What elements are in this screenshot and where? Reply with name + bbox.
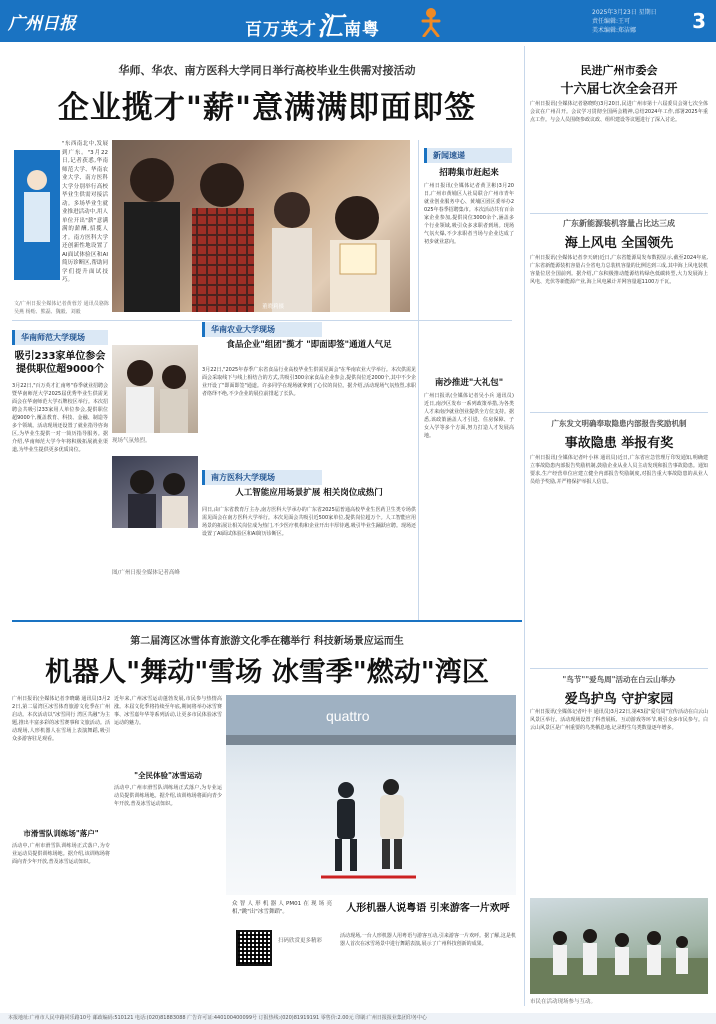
- robot-snow-photo: [226, 695, 516, 895]
- bottom-sub-2: "全民体验"冰雪运动: [134, 771, 202, 780]
- slogan-mid: 汇: [317, 12, 345, 42]
- issue-date: 2025年3月23日 星期日: [592, 9, 657, 16]
- bottom-story-headline: 机器人"舞动"雪场 冰雪季"燃动"湾区: [45, 657, 489, 688]
- job-fair-photo-caption: 董晓莉摄: [262, 304, 285, 310]
- qr-code[interactable]: [236, 930, 272, 966]
- right-body-3: 广州日报讯(全媒体记者叶小林 通讯员)近日,广东省应急管理厅印发通知,明确建立事故隐患内部报告奖励机制,鼓励企业从业人员主动发现和报告事故隐患。通知要求,生产经营单位应建立健全内部报告奖励制度,对报告重大事故隐患的从业人员给予奖励,并严格保护举报人信息。: [530, 455, 708, 485]
- right-column-divider: [524, 46, 525, 1006]
- robot-side-body: 活动现场,一台人形机器人用粤语与游客互动,引来游客一片欢呼。据了解,这是机器人首次在冰雪场景中进行舞蹈表演,展示了广州科技创新的成果。: [340, 933, 516, 947]
- job-fair-photo: [112, 140, 410, 312]
- scau-photo-2: [112, 456, 198, 528]
- right-title-4: 爱鸟护鸟 守护家园: [564, 692, 674, 707]
- top-story-headline: 企业揽才"薪"意满满即面即签: [57, 90, 477, 126]
- slogan-left: 百万英才: [245, 20, 317, 40]
- bird-festival-photo: [530, 898, 708, 994]
- right-kicker-1: 民进广州市委会: [580, 64, 658, 77]
- right-body-4: 广州日报讯(全媒体记者叶丰 通讯员)3月22日,第43届"爱鸟周"宣传活动在白云山风景区举行。活动现场设置了科普展板、互动游戏等环节,吸引众多市民参与。白云山风景区是广州重要的鸟类栖息地,记录野生鸟类数量逐年增多。: [530, 709, 708, 731]
- right-kicker-4: "鸟节""爱鸟周"活动在白云山举办: [562, 675, 676, 684]
- scau-illustration-1: [112, 345, 198, 433]
- section-smu: 南方医科大学现场: [202, 470, 322, 485]
- scnu-body: 3月22日,"百万英才汇南粤"春季就业招聘会暨华南师范大学2025届优秀毕业生供需见面会在华南师范大学石牌校区举行。本次招聘会共吸引233家用人单位参会,提供职位超9000个,覆盖教育、科技、金融、制造等多个领域。活动现场还设置了就业指导咨询区,为毕业生提供一对一简历指导服务。据介绍,华南师范大学今年将积极拓展就业渠道,为毕业生提供更多优质岗位。: [12, 383, 108, 453]
- section-scau: 华南农业大学现场: [202, 322, 322, 337]
- news-brief-body-1: 广州日报讯(全媒体记者黄卫彬)3月20日,广州市黄埔区人社局联合广州市青年就业创业服务中心、黄埔区团区委举办2025年春季招聘集市。本次活动共有百余家企业参加,提供岗位3000余个,涵盖多个行业领域,吸引众多求职者到场。现场气氛火爆,不少求职者当场与企业达成了初步就业意向。: [424, 183, 514, 245]
- slogan: [245, 6, 380, 43]
- bottom-body-3a: 近年来,广州冰雪运动蓬勃发展,市民参与热情高涨。本届文化季将持续至年底,期间将举办冰雪赛事、冰雪嘉年华等系列活动,让更多市民体验冰雪运动的魅力。: [114, 696, 222, 726]
- right-body-1: 广州日报讯(全媒体记者骆晓昀)3月20日,民进广州市第十六届委员会第七次全体会议在广州召开。会议学习贯彻全国两会精神,总结2024年工作,部署2025年重点工作。与会人员围绕参政议政、组织建设等议题进行了深入讨论。: [530, 101, 708, 123]
- right-body-2: 广州日报讯(全媒体记者李天研)近日,广东省能源局发布数据显示,截至2024年底,广东省新能源装机容量占全省电力总装机容量的比例达到三成,其中海上风电装机容量位居全国前列。据介绍,广东积极推动能源结构绿色低碳转型,大力发展海上风电、光伏等新能源产业,海上风电累计并网容量超1100万千瓦。: [530, 255, 708, 285]
- qr-caption: 扫码欣赏更多精彩: [278, 938, 323, 944]
- top-story-kicker: 华师、华农、南方医科大学同日举行高校毕业生供需对接活动: [118, 64, 416, 77]
- bird-photo-caption: 市民在活动现场参与互动。: [530, 999, 597, 1005]
- scau-body: 3月22日,"2025年春季广东省食品行业高校毕业生供需见面会"在华南农业大学举行。本次供需见面会采取线下与线上相结合的方式,共吸引300余家食品企业参会,提供岗位近2000个,其中不少企业开设了"即面即签"通道。许多同学在现场就拿到了心仪的岗位。据介绍,活动现场气氛热烈,求职者络绎不绝,不少企业的展位前排起了长队。: [202, 367, 416, 397]
- mascot-icon: [418, 7, 444, 37]
- editor: 责任编辑:王可: [592, 18, 631, 25]
- bird-festival-illustration: [530, 898, 708, 994]
- newspaper-logo: 广州日报: [8, 13, 76, 34]
- left-photo-credit: 图/广州日报全媒体记者高峰: [112, 570, 180, 576]
- issue-meta: [592, 8, 692, 35]
- news-brief-title-2: 南沙推进"大礼包": [434, 378, 504, 388]
- smu-title: 人工智能应用场景扩展 相关岗位成热门: [235, 488, 383, 498]
- right-title-3: 事故隐患 举报有奖: [564, 436, 674, 451]
- right-kicker-3: 广东发文明确奉取隐患内部报告奖励机制: [551, 419, 687, 428]
- right-title-2: 海上风电 全国领先: [564, 236, 674, 251]
- divider: [530, 668, 708, 669]
- graduates-photo: [14, 150, 60, 280]
- robot-snow-illustration: [226, 695, 516, 895]
- robot-photo-caption: 众智人形机器人PM01在现场亮相,"跳"出"冰雪舞蹈"。: [232, 901, 332, 915]
- right-title-1: 十六届七次全会召开: [560, 82, 678, 97]
- section-scnu: 华南师范大学现场: [12, 330, 108, 345]
- divider: [530, 412, 708, 413]
- top-story-lead: "东西南北中,发展到广东。"3月22日,记者获悉,华南师范大学、华南农业大学、南方医科大学分别举行高校毕业生供需对接活动。多场毕业生就业推进活动中,用人单位开出"薪"意满满的薪酬,招揽人才。南方医科大学还创新性地设置了AI面试体验区和AI简历诊断区,帮助同学们提升面试技巧。: [62, 141, 108, 283]
- scau-illustration-2: [112, 456, 198, 528]
- scau-title: 食品企业"组团"揽才 "即面即签"通道人气足: [226, 340, 392, 350]
- masthead: [0, 0, 716, 42]
- scau-photo-caption: 现场气氛热烈。: [112, 438, 151, 444]
- robot-side-title: 人形机器人说粤语 引来游客一片欢呼: [346, 903, 510, 914]
- banner-text: quattro: [326, 708, 370, 724]
- page-number: 3: [692, 9, 706, 33]
- section-news-brief: 新闻速递: [424, 148, 512, 163]
- section-divider: [12, 620, 522, 622]
- right-kicker-2: 广东新能源装机容量占比达三成: [563, 219, 675, 228]
- news-brief-title-1: 招聘集市赶起来: [439, 168, 499, 178]
- bottom-sub-1: 市滑雪队训练场"落户": [23, 829, 99, 838]
- divider: [530, 213, 708, 214]
- scnu-title: 吸引233家单位参会提供职位超9000个: [14, 351, 106, 375]
- graduates-illustration: [14, 150, 60, 280]
- job-fair-illustration: [112, 140, 410, 312]
- column-divider: [418, 140, 419, 620]
- news-brief-body-2: 广州日报讯(全媒体记者吴小兵 通讯员)近日,南沙区发布一系列政策举措,为各类人才来南沙就业创业提供全方位支持。据悉,该政策涵盖人才引进、住房保障、子女入学等多个方面,努力打造人才发展高地。: [424, 393, 514, 439]
- scau-photo-1: [112, 345, 198, 433]
- footer: 本报地址:广州市人民中路同乐路10号 邮政编码:510121 电话:(020)81883088 广告许可证:440100400099号 订报热线:(020)81919191 零售价:2.00元 印刷:广州日报报业集团印务中心: [0, 1013, 716, 1024]
- bottom-body-3: 活动中,广州市滑雪队训练场正式落户,为专业运动员提供训练场地。据介绍,该训练场将面向青少年开放,普及冰雪运动知识。: [114, 785, 222, 807]
- art-editor: 美术编辑:郑洁娜: [592, 27, 637, 34]
- top-story-byline: 文/广州日报全媒体记者黄蓉芳 通讯员骆陈 吴燕 杨贻、熊磊、魏毅、刘毅: [14, 301, 109, 315]
- smu-body: 同日,由广东省教育厅主办,南方医科大学承办的广东省2025届普通高校毕业生医药卫生类专场供需见面会在南方医科大学举行。本次见面会共吸引近500家单位,提供岗位超万个。人工智能应用场景的拓展让相关岗位成为热门,不少医疗机构和企业开出丰厚待遇,吸引毕业生踊跃应聘。现场还设置了AI面试体验区和AI简历诊断区。: [202, 507, 416, 537]
- bottom-body-2: 活动中,广州市滑雪队训练场正式落户,为专业运动员提供训练场地。据介绍,该训练场将面向青少年开放,普及冰雪运动知识。: [12, 843, 110, 865]
- bottom-body-1: 广州日报讯(全媒体记者李晓璐 通讯员)3月22日,第二届湾区冰雪体育旅游文化季在广州启动。本次活动以"冰雪同行 湾区共融"为主题,推出丰富多彩的冰雪赛事和文旅活动。活动现场,人形机器人在雪场上表演舞蹈,吸引众多游客驻足观看。: [12, 696, 110, 742]
- bottom-story-kicker: 第二届湾区冰雪体育旅游文化季在穗举行 科技新场景应运而生: [130, 636, 404, 647]
- slogan-right: 南粤: [344, 20, 381, 40]
